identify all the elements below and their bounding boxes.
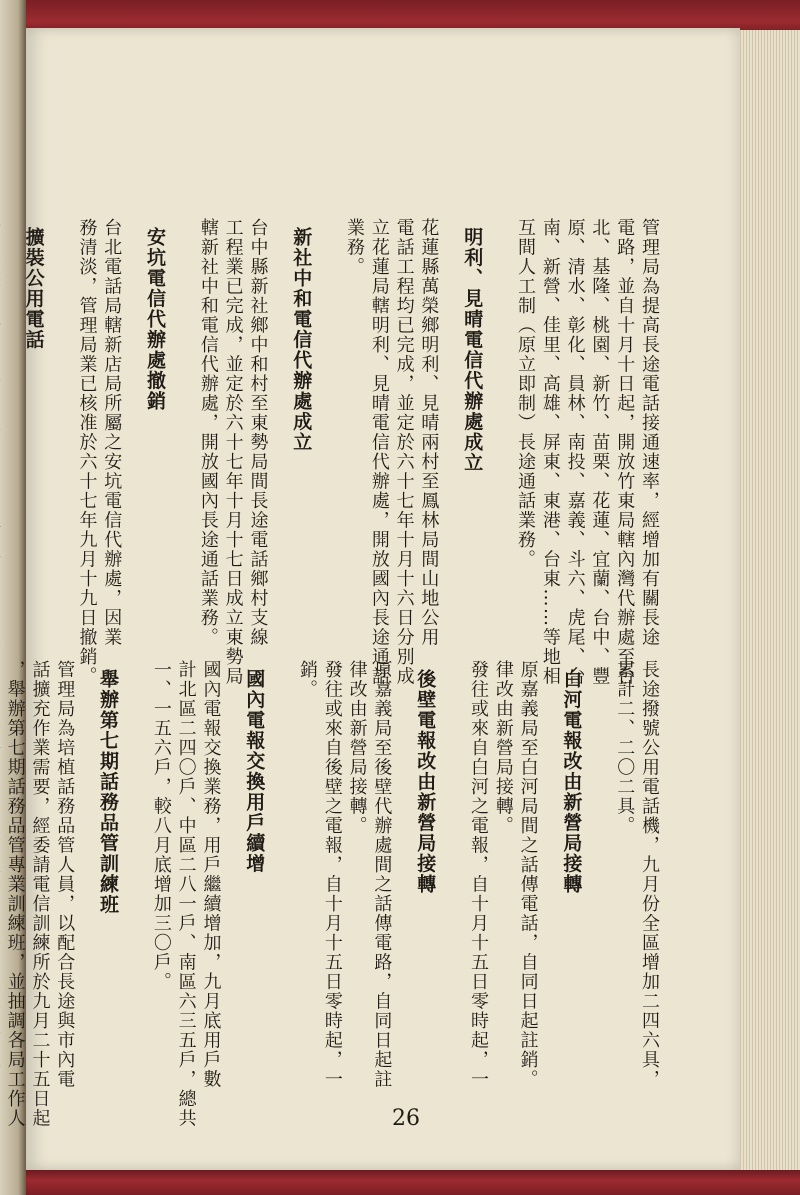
section-heading: 後壁電報改由新營局接轉 xyxy=(414,669,437,895)
text-column: 累計二、二〇二具。 xyxy=(614,660,636,836)
book-page xyxy=(4,28,740,1170)
text-column: 計北區二四〇戶、中區二八一戶、南區六三五戶，總共 xyxy=(175,660,197,1128)
section-heading: 擴裝公用電話 xyxy=(22,227,45,350)
text-column: 轄新社中和電信代辦處，開放國內長途通話業務。 xyxy=(197,218,219,647)
section-heading: 舉辦第七期話務品管訓練班 xyxy=(97,669,120,915)
text-column: 業務。 xyxy=(344,218,366,277)
text-column: 管理局為培植話務品管人員，以配合長途與市內電 xyxy=(54,660,76,1089)
text-column: 台北電話局轄新店局所屬之安坑電信代辦處，因業 xyxy=(101,218,123,647)
text-column: 工程業已完成，並定於六十七年十月十七日成立東勢局 xyxy=(222,218,244,686)
text-column: 務清淡，管理局業已核准於六十七年九月十九日撤銷。 xyxy=(76,218,98,686)
text-column: 一、一五六戶，較八月底增加三〇戶。 xyxy=(150,660,172,992)
page-number: 26 xyxy=(392,1106,420,1131)
book-cover-bottom xyxy=(26,1170,800,1195)
main-text-block xyxy=(22,218,680,686)
section-heading: 新社中和電信代辦處成立 xyxy=(290,227,313,453)
text-column: 台中縣新社鄉中和村至東勢局間長途電話鄉村支線 xyxy=(247,218,269,647)
text-column: 律改由新營局接轉。 xyxy=(492,660,514,836)
text-column: 律改由新營局接轉。 xyxy=(346,660,368,836)
text-column: 話擴充作業需要，經委請電信訓練所於九月二十五日起 xyxy=(29,660,51,1128)
text-column: 南、新營、佳里、高雄、屏東、東港、台東……等地相 xyxy=(539,218,561,686)
text-column: 發往或來自後壁之電報，自十月十五日零時起，一 xyxy=(321,660,343,1089)
section-heading: 國內電報交換用戶續增 xyxy=(243,669,266,874)
text-column: 發往或來自白河之電報，自十月十五日零時起，一 xyxy=(468,660,490,1089)
section-heading: 安坑電信代辦處撤銷 xyxy=(144,227,167,412)
text-column xyxy=(0,660,2,1080)
text-column: 北、基隆、桃園、新竹、苗栗、花蓮、宜蘭、台中、豐 xyxy=(589,218,611,686)
text-column: 電路，並自十月十日起，開放竹東局轄內灣代辦處至台 xyxy=(614,218,636,686)
text-column: ，舉辦第七期話務品管專業訓練班，並抽調各局工作人 xyxy=(4,660,26,1128)
text-column: 電話工程均已完成，並定於六十七年十月十六日分別成 xyxy=(393,218,415,686)
text-column: 銷。 xyxy=(297,660,319,699)
text-column: 長途撥號公用電話機，九月份全區增加二四六具， xyxy=(639,660,660,1089)
section-heading: 明利、見晴電信代辦處成立 xyxy=(461,227,484,473)
text-column: 國內電報交換業務，用戶繼續增加，九月底用戶數 xyxy=(200,660,222,1089)
text-column: 立花蓮局轄明利、見晴電信代辦處，開放國內長途通話 xyxy=(368,218,390,686)
text-column: 原、清水、彰化、員林、南投、嘉義、斗六、虎尾、台 xyxy=(564,218,586,686)
text-column xyxy=(0,218,21,638)
text-column: 原嘉義局至白河局間之話傳電話，自同日起註銷。 xyxy=(517,660,539,1089)
text-column: 互間人工制（原立即制）長途通話業務。 xyxy=(515,218,537,569)
text-column: 管理局為提高長途電話接通速率，經增加有關長途 xyxy=(639,218,660,647)
text-column: 花蓮縣萬榮鄉明利、見晴兩村至鳳林局間山地公用 xyxy=(418,218,440,647)
section-heading: 白河電報改由新營局接轉 xyxy=(560,669,583,895)
text-column: 原嘉義局至後壁代辦處間之話傳電路，自同日起註 xyxy=(371,660,393,1089)
page-stack-edge xyxy=(738,30,800,1170)
